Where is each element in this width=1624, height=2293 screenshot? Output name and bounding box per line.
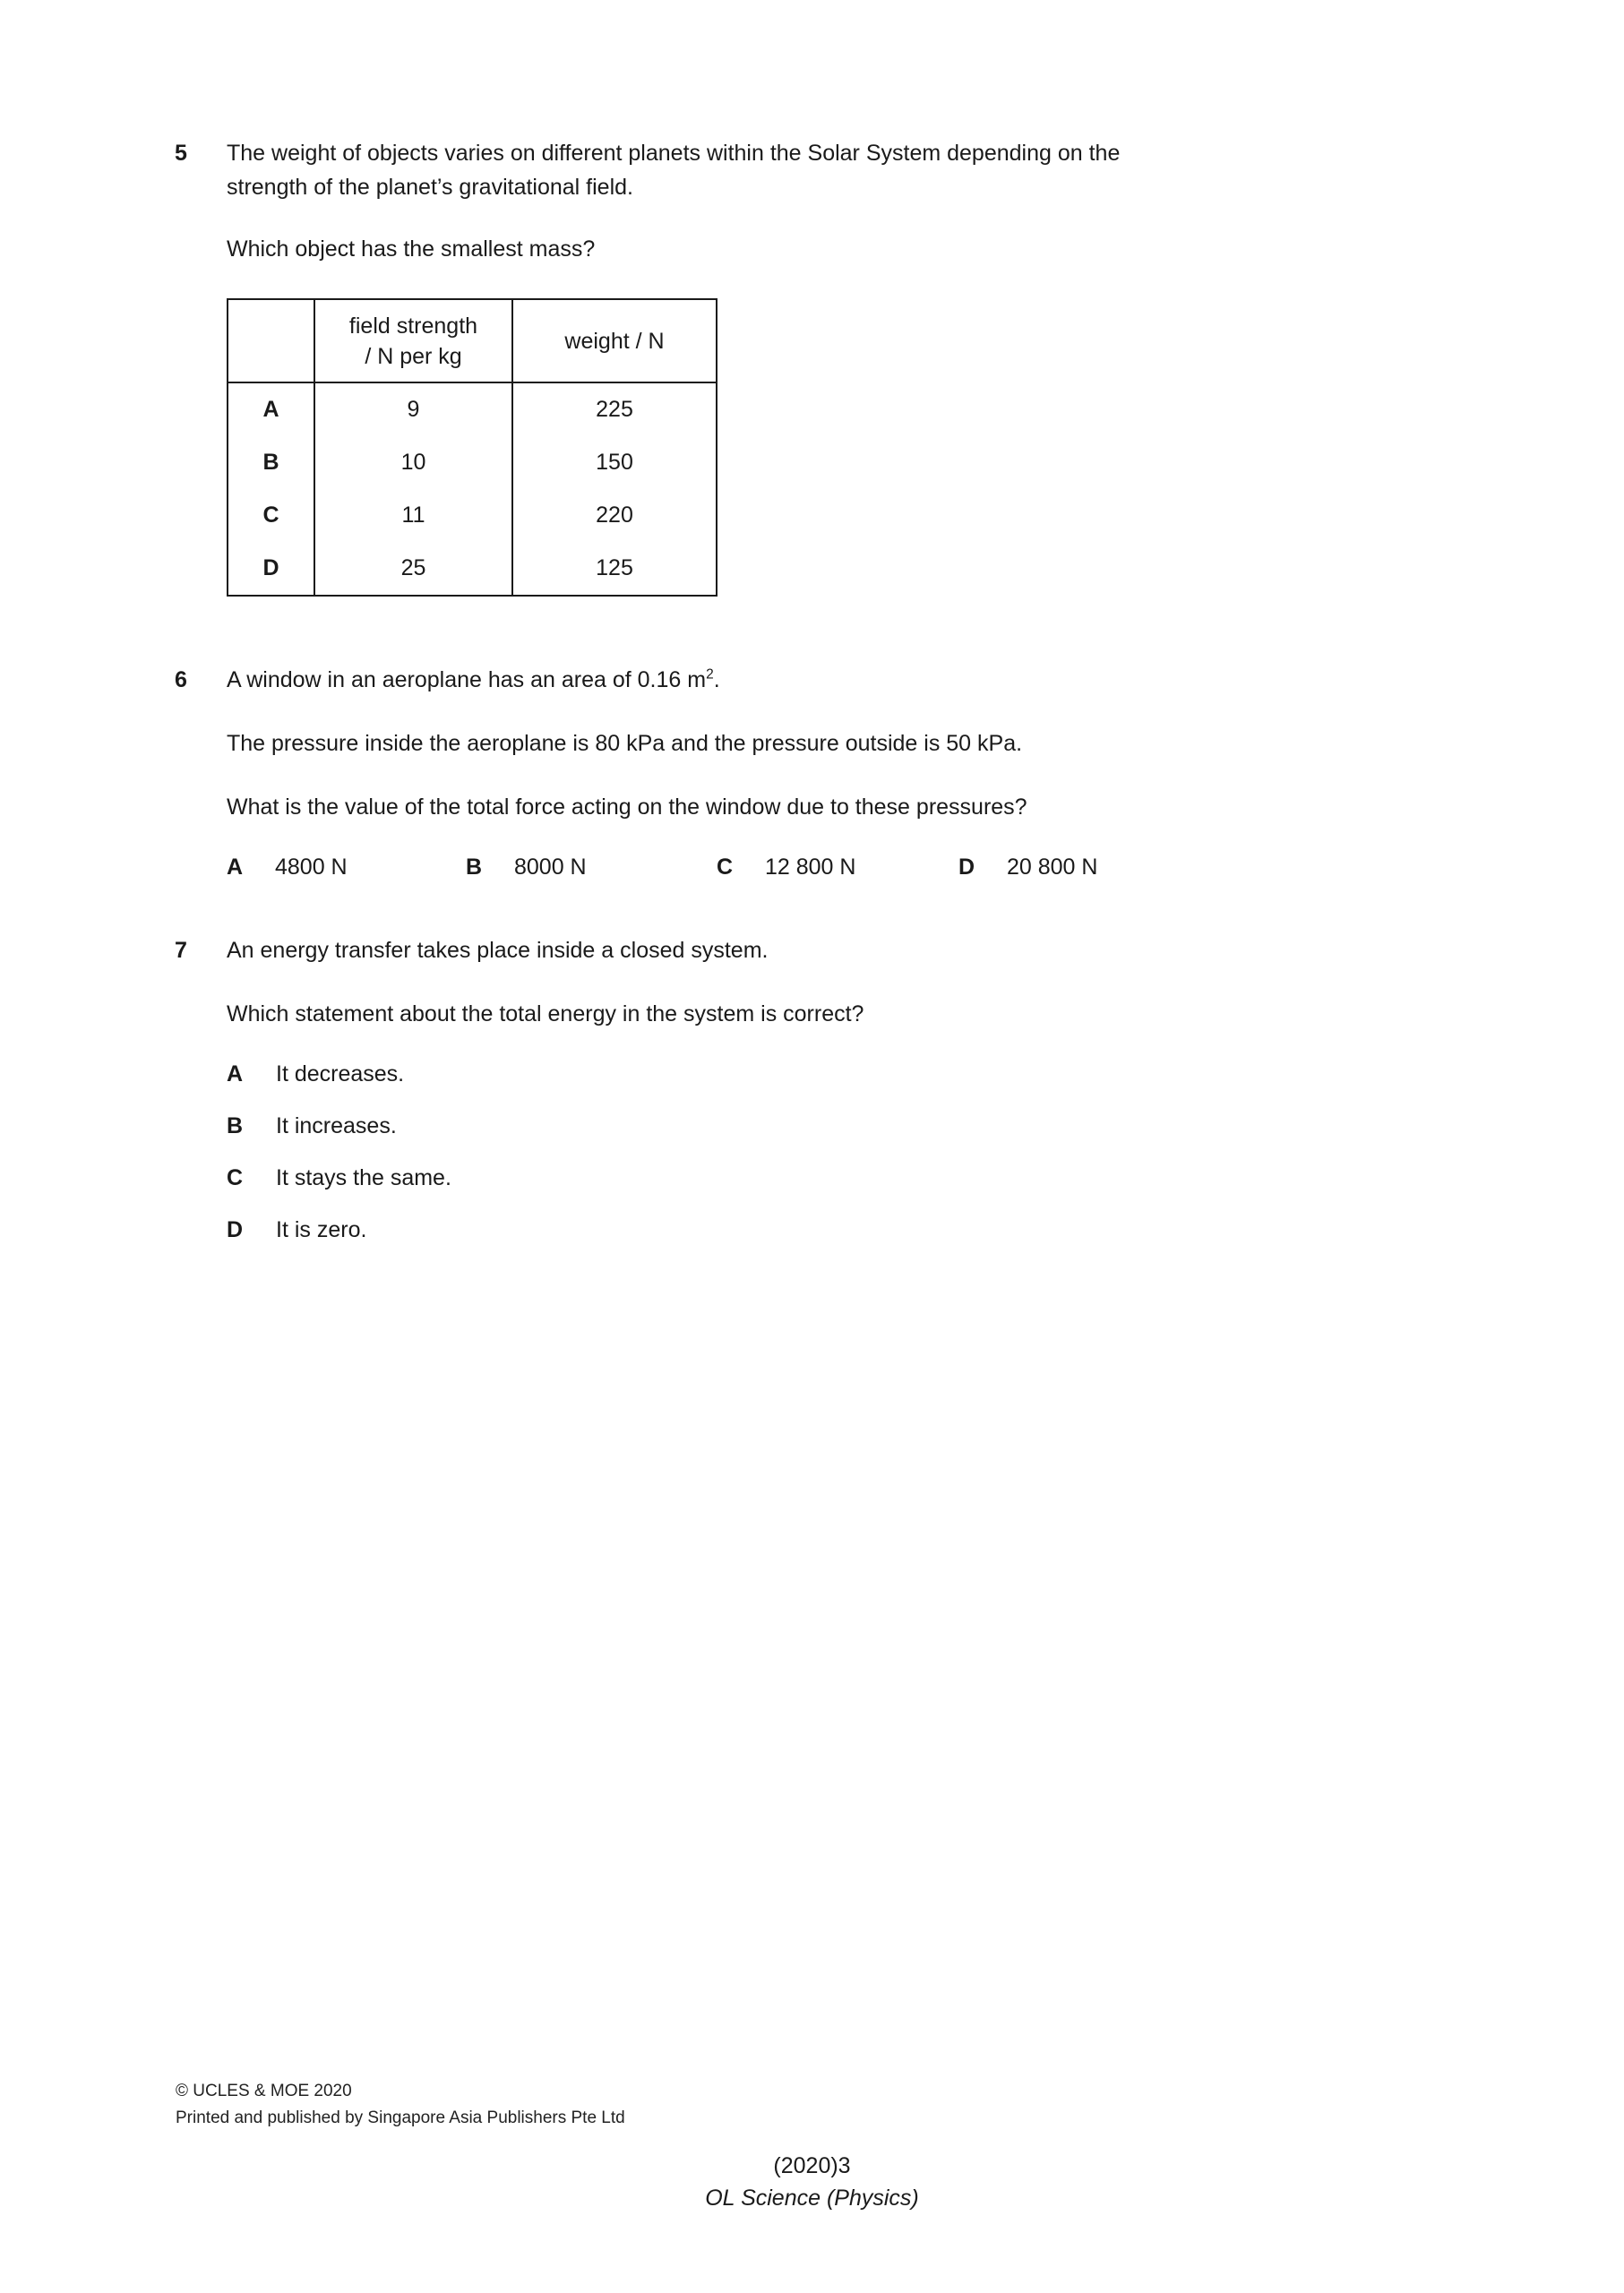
question-7-line-2: Which statement about the total energy in the system is correct? [227, 1001, 864, 1026]
question-7-line-1: An energy transfer takes place inside a closed system. [227, 938, 769, 963]
question-6-option-c[interactable] [717, 854, 855, 880]
question-6-line-2: The pressure inside the aeroplane is 80 kPa and the pressure outside is 50 kPa. [227, 731, 1023, 756]
option-text: It is zero. [276, 1217, 367, 1242]
question-6 [175, 663, 1429, 906]
spacer [227, 204, 1429, 232]
spacer [227, 697, 1429, 726]
question-6-stem-exponent: 2 [706, 666, 714, 683]
table-header-row [228, 299, 717, 382]
question-6-option-b[interactable] [466, 854, 587, 880]
question-7-body [227, 933, 1429, 1268]
question-6-body [227, 663, 1429, 906]
question-6-stem [227, 663, 1429, 697]
table-cell-field-strength: 25 [314, 542, 512, 596]
option-letter: D [227, 1217, 244, 1242]
footer-paper-title: OL Science (Physics) [705, 2186, 919, 2211]
table-cell-field-strength: 11 [314, 489, 512, 542]
question-7-option-d[interactable] [227, 1216, 1429, 1268]
option-letter: C [717, 855, 734, 880]
spacer [227, 760, 1429, 790]
table-body [228, 382, 717, 596]
footer-left-block [176, 2078, 625, 2132]
footer-publisher: Printed and published by Singapore Asia Publishers Pte Ltd [176, 2108, 625, 2127]
question-6-number: 6 [175, 667, 187, 692]
option-text: 4800 N [275, 855, 348, 880]
table-cell-weight: 225 [512, 382, 717, 436]
option-letter: C [227, 1165, 244, 1190]
question-5-prompt: Which object has the smallest mass? [227, 236, 596, 262]
option-text: 8000 N [514, 855, 587, 880]
footer-center-block [0, 2150, 1624, 2214]
option-text: It stays the same. [276, 1165, 451, 1190]
question-6-line-3: What is the value of the total force acting on the window due to these pressures? [227, 794, 1027, 820]
question-5 [175, 136, 1429, 266]
table-row [228, 436, 717, 489]
option-letter: A [227, 1061, 244, 1086]
option-letter: B [466, 855, 483, 880]
question-5-number: 5 [175, 141, 187, 166]
field-strength-weight-table [227, 298, 717, 597]
question-6-stem-prefix: A window in an aeroplane has an area of 0.16 m [227, 667, 707, 692]
question-5-stem-line-2: strength of the planet’s gravitational field. [227, 175, 633, 200]
table-row-label: D [228, 542, 314, 596]
spacer [227, 1031, 1429, 1061]
option-text: It decreases. [276, 1061, 405, 1086]
table-cell-weight: 150 [512, 436, 717, 489]
table-row-label: B [228, 436, 314, 489]
table-header-weight: weight / N [512, 299, 717, 382]
question-6-options [227, 854, 1429, 906]
question-6-option-d[interactable] [958, 854, 1097, 880]
table-row-label: A [228, 382, 314, 436]
option-text: 20 800 N [1007, 855, 1098, 880]
table-cell-field-strength: 10 [314, 436, 512, 489]
option-letter: D [958, 855, 975, 880]
table-header-field-strength [314, 299, 512, 382]
table-row [228, 489, 717, 542]
table-cell-field-strength: 9 [314, 382, 512, 436]
option-letter: A [227, 855, 244, 880]
question-5-body [227, 136, 1429, 266]
option-text: 12 800 N [765, 855, 856, 880]
question-7-option-b[interactable] [227, 1112, 1429, 1164]
footer-copyright: © UCLES & MOE 2020 [176, 2082, 352, 2100]
table-cell-weight: 125 [512, 542, 717, 596]
table-cell-weight: 220 [512, 489, 717, 542]
table-row [228, 542, 717, 596]
question-7-option-a[interactable] [227, 1061, 1429, 1112]
option-letter: B [227, 1113, 244, 1138]
question-7 [175, 933, 1429, 1268]
table-header-field-strength-line1: field strength [348, 313, 478, 339]
table-header-corner [228, 299, 314, 382]
question-7-number: 7 [175, 938, 187, 963]
footer-page-code: (2020)3 [773, 2153, 851, 2178]
table-header [228, 299, 717, 382]
question-5-stem-line-1: The weight of objects varies on different planets within the Solar System depending on the [227, 141, 1121, 166]
table-row [228, 382, 717, 436]
table-row-label: C [228, 489, 314, 542]
option-text: It increases. [276, 1113, 397, 1138]
table-header-field-strength-line2: / N per kg [365, 343, 462, 369]
spacer [227, 967, 1429, 997]
question-6-stem-suffix: . [713, 667, 720, 692]
question-6-option-a[interactable] [227, 854, 348, 880]
question-7-option-c[interactable] [227, 1164, 1429, 1216]
spacer [227, 824, 1429, 854]
question-7-options [227, 1061, 1429, 1268]
